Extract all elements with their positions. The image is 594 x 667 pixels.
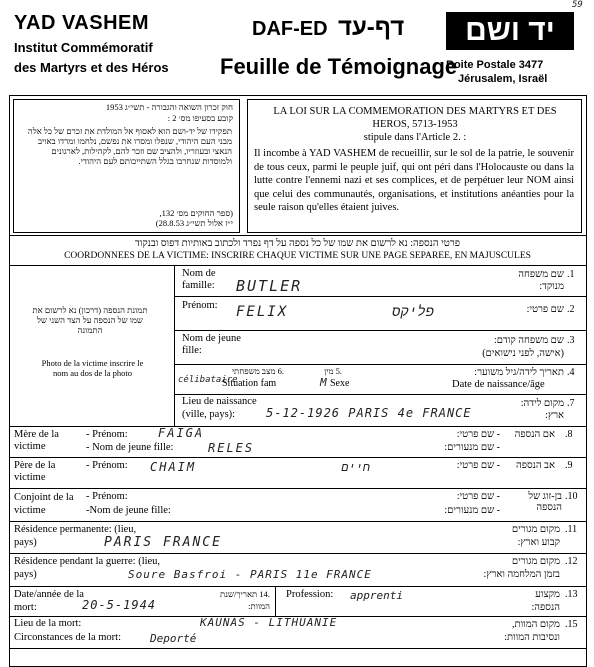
field-label-hebrew: אם הנספה — [514, 429, 555, 440]
daf-ed-hebrew: דף-עד — [338, 14, 405, 41]
field-number: .8 — [565, 429, 573, 440]
law-hebrew-ref-1: (ספר החוקים מס׳ 132, — [159, 208, 233, 218]
divider — [9, 648, 586, 649]
field-label: - Prénom: — [86, 460, 128, 471]
address-line-2: Jérusalem, Israël — [458, 73, 548, 85]
field-label-hebrew: מקצוע — [535, 589, 560, 600]
field-label: Lieu de naissance (ville, pays): — [182, 396, 257, 420]
photo-hebrew: תמונת הנספה (דרכון) נא לרשום את שמו של הנספה על הצד השני של התמונה — [32, 305, 148, 335]
field-value-hebrew[interactable]: פליקס — [391, 304, 434, 320]
field-value[interactable]: CHAIM — [150, 460, 197, 474]
field-mother — [10, 426, 585, 457]
field-label-hebrew: אב הנספה — [515, 460, 555, 471]
field-label: - Prénom: — [86, 429, 128, 440]
field-label-hebrew: ונסיבות המוות: — [504, 632, 560, 643]
field-label-hebrew: שם משפחה — [518, 269, 564, 280]
law-french-text: Il incombe à YAD VASHEM de recueillir, sur le sol de la patrie, le souvenir de tous ceux, parmi le peuple juif, qui ont péri dans l'Holocauste ou dans la lutte contre l'ennemi nazi et ses complices, et de perpétuer leur NOM ainsi que celui des communautés, organisations, et institutions anéanties pour la seule raison qu'elles étaient juives. — [254, 148, 574, 213]
field-value[interactable]: RELES — [208, 441, 255, 455]
divider — [9, 235, 586, 236]
field-label: Situation fam — [222, 378, 277, 389]
field-label-hebrew: (אישה, לפני נישואים) — [482, 348, 564, 359]
field-label: Date/année de la mort: — [14, 589, 84, 613]
logo-hebrew: יד ושם — [446, 12, 574, 50]
field-label: Sexe — [330, 378, 350, 389]
field-label-hebrew: - שם פרטי: — [456, 429, 500, 440]
field-birth-sex-status — [174, 364, 585, 394]
field-value[interactable]: 20-5-1944 — [82, 598, 157, 612]
field-label: Résidence permanente: (lieu, pays) — [14, 524, 137, 548]
field-wartime-residence — [10, 553, 585, 586]
field-first-name — [174, 296, 585, 330]
field-maiden-name — [174, 330, 585, 364]
field-value[interactable]: Deporté — [150, 632, 197, 645]
field-label-hebrew: המוות: — [248, 601, 270, 611]
field-permanent-residence — [10, 521, 585, 553]
field-label: Mère de la victime — [14, 429, 59, 452]
field-value[interactable]: célibataire — [178, 375, 238, 385]
field-label: Date de naissance/âge — [452, 379, 545, 390]
field-father — [10, 457, 585, 488]
field-value[interactable]: PARIS FRANCE — [104, 535, 222, 550]
daf-ed-latin: DAF-ED — [252, 18, 328, 40]
field-number: .9 — [565, 460, 573, 471]
field-death-date-profession — [10, 586, 585, 616]
field-label: - Prénom: — [86, 491, 128, 502]
org-subtitle-2: des Martyrs et des Héros — [14, 60, 169, 75]
org-name: YAD VASHEM — [14, 12, 150, 34]
field-value[interactable]: apprenti — [350, 589, 403, 602]
field-number: .15 — [565, 619, 578, 630]
field-label: Nom de jeune fille: — [182, 333, 241, 356]
field-number: .10 — [565, 491, 578, 502]
field-value[interactable]: M — [320, 376, 327, 389]
field-birthplace — [174, 394, 585, 426]
photo-area — [10, 265, 174, 425]
field-label-hebrew: קבוע וארץ: — [517, 537, 560, 548]
law-hebrew-title: חוק זכרון השואה והגבורה - תשי״ג 1953 — [105, 102, 233, 112]
field-number: .7 — [567, 398, 575, 409]
field-label: Père de la victime — [14, 460, 56, 483]
field-label-hebrew: תאריך לידה/גיל משוער: — [474, 367, 564, 378]
field-number: .11 — [565, 524, 578, 535]
org-subtitle-1: Institut Commémoratif — [14, 40, 153, 55]
section-header-hebrew: פרטי הנספה: נא לרשום את שמו של כל נספה על דף נפרד ולכתוב באותיות דפוס ובנקוד — [135, 238, 460, 249]
field-label: Lieu de la mort: — [14, 618, 82, 629]
field-label-hebrew: בן-זוג של הנספה — [528, 491, 562, 513]
field-label-hebrew: .5 מין — [324, 366, 342, 376]
field-value[interactable]: BUTLER — [236, 277, 303, 295]
field-death-place — [10, 616, 585, 648]
law-hebrew-sub: קובע בסעיפו מס׳ 2 : — [167, 113, 233, 123]
field-label-hebrew: בזמן המלחמה וארץ: — [483, 569, 560, 580]
field-number: .2 — [567, 304, 575, 315]
header — [0, 0, 594, 95]
page-mark: 59 — [572, 0, 583, 10]
field-label: Profession: — [286, 589, 334, 600]
field-label-hebrew: מקום לידה: — [520, 398, 564, 409]
field-value-hebrew[interactable]: חיים — [341, 460, 370, 474]
section-header-french: COORDONNEES DE LA VICTIME: INSCRIRE CHAQUE VICTIME SUR UNE PAGE SEPAREE, EN MAJUSCULES — [64, 251, 531, 261]
field-label-hebrew: .14 תאריך/שנת — [220, 589, 270, 599]
address-line-1: Boite Postale 3477 — [446, 59, 544, 71]
photo-french: Photo de la victime inscrire le nom au dos de la photo — [41, 358, 144, 378]
field-label-hebrew: .6 מצב משפחתי — [231, 366, 284, 376]
field-label: Résidence pendant la guerre: (lieu, pays) — [14, 556, 161, 580]
field-value[interactable]: FAIGA — [158, 426, 205, 440]
field-label-hebrew: מקום מגורים — [511, 524, 560, 535]
field-label-hebrew: מנוקד: — [539, 281, 564, 292]
field-value[interactable]: KAUNAS - LITHUANIE — [200, 616, 338, 629]
field-label-hebrew: ארץ: — [545, 410, 564, 421]
field-label-hebrew: מקום מגורים — [511, 556, 560, 567]
form-title: Feuille de Témoignage — [220, 54, 458, 79]
field-value[interactable]: Soure Basfroi - PARIS 11e FRANCE — [128, 568, 372, 581]
field-value[interactable]: FELIX — [236, 304, 289, 320]
field-number: .1 — [567, 269, 575, 280]
field-label: Nom de famille: — [182, 268, 216, 291]
field-number: .4 — [567, 367, 575, 378]
law-hebrew-ref-2: י״ז אלול תשי״ג 28.8.53) — [155, 218, 233, 228]
field-label-hebrew: מקום המוות, — [512, 619, 560, 630]
field-label-hebrew: הנספה: — [531, 602, 560, 613]
field-number: .12 — [565, 556, 578, 567]
field-label: Conjoint de la victime — [14, 492, 74, 516]
field-label-hebrew: - שם פרטי: — [456, 460, 500, 471]
law-hebrew-text: תפקידו של יד-ושם הוא לאסוף אל המולדת את זכרם של כל אלה מבני העם היהודי, שנפלו ומסרו את נפשם, נלחמו ומרדו באויב הנאצי ובעוזריו, ולהציב שם וזכר להם, לקהילות, לארגונים ולמוסדות שנחרבו בגלל השתייכותם לעם היהודי. — [27, 126, 232, 166]
law-french-sub: stipule dans l'Article 2. : — [363, 132, 467, 143]
field-label-hebrew: - שם פרטי: — [456, 491, 500, 502]
field-label-hebrew: שם פרטי: — [526, 304, 564, 315]
field-label: -Nom de jeune fille: — [86, 505, 171, 516]
law-section — [10, 96, 585, 236]
field-family-name — [174, 265, 585, 296]
field-number: .3 — [567, 335, 575, 346]
field-value[interactable]: 5-12-1926 PARIS 4e FRANCE — [266, 406, 472, 420]
law-french-title: LA LOI SUR LA COMMEMORATION DES MARTYRS ET DES HEROS, 5713-1953 — [273, 106, 557, 130]
field-spouse — [10, 488, 585, 521]
field-label: Circonstances de la mort: — [14, 632, 122, 643]
field-label-hebrew: שם משפחה קודם: — [494, 335, 564, 346]
field-label: - Nom de jeune fille: — [86, 442, 174, 453]
field-number: .13 — [565, 589, 578, 600]
field-label-hebrew: - שם מנעורים: — [444, 505, 500, 516]
field-label-hebrew: - שם מנעורים: — [444, 442, 500, 453]
field-label: Prénom: — [182, 300, 218, 311]
